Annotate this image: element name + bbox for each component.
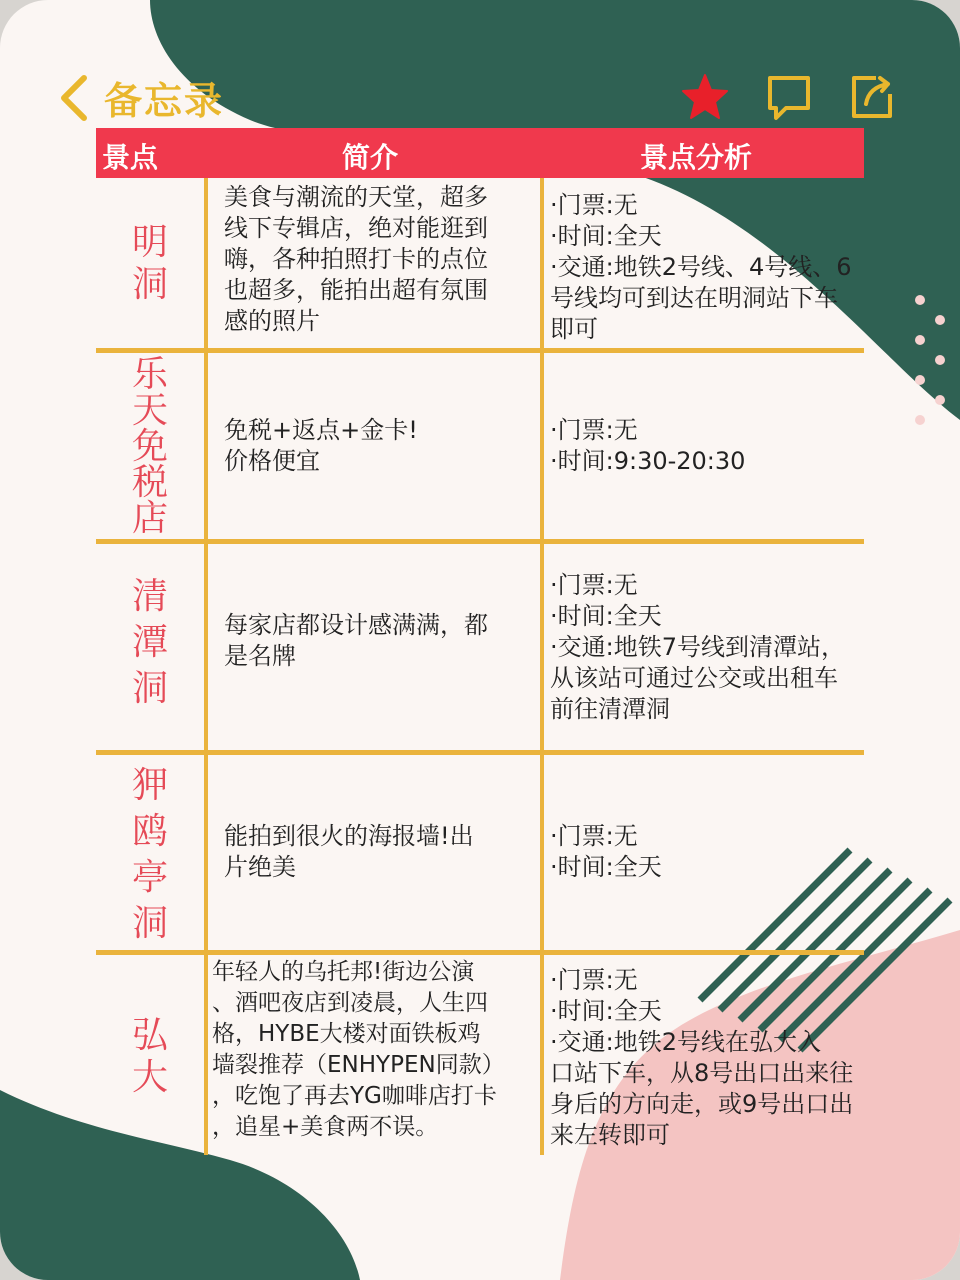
spot-intro: 美食与潮流的天堂，超多 线下专辑店，绝对能逛到 嗨，各种拍照打卡的点位 也超多，能拍出超有氛围 感的照片	[224, 183, 488, 335]
back-arrow-icon[interactable]	[56, 74, 90, 122]
column-divider	[540, 955, 544, 1155]
spot-intro: 每家店都设计感满满，都 是名牌	[224, 611, 488, 670]
header-spot: 景点	[102, 141, 159, 174]
table-row	[96, 353, 864, 544]
column-divider	[204, 178, 208, 348]
spot-intro: 年轻人的乌托邦!街边公演 、酒吧夜店到凌晨，人生四 格，HYBE大楼对面铁板鸡 墙裂推荐（ENHYPEN同款） ，吃饱了再去YG咖啡店打卡 ，追星+美食两不误。	[212, 959, 505, 1140]
column-divider	[204, 755, 208, 950]
nav-title[interactable]: 备忘录	[104, 79, 225, 123]
spot-analysis: ·门票:无 ·时间:全天 ·交通:地铁7号线到清潭站， 从该站可通过公交或出租车 前往清潭洞	[550, 571, 845, 723]
share-icon[interactable]	[846, 72, 896, 122]
spot-analysis: ·门票:无 ·时间:全天 ·交通:地铁2号线、4号线、6 号线均可到达在明洞站下车 即可	[550, 191, 852, 343]
star-icon[interactable]	[680, 72, 730, 122]
column-divider	[540, 544, 544, 750]
column-divider	[540, 178, 544, 348]
column-divider	[204, 353, 208, 539]
table-row	[96, 544, 864, 755]
column-divider	[204, 544, 208, 750]
header-analysis: 景点分析	[640, 141, 753, 174]
table-row	[96, 178, 864, 353]
spot-intro: 免税+返点+金卡! 价格便宜	[224, 416, 418, 475]
spot-analysis: ·门票:无 ·时间:全天	[550, 822, 662, 881]
spot-analysis: ·门票:无 ·时间:9:30-20:30	[550, 416, 746, 475]
column-divider	[204, 955, 208, 1155]
column-divider	[540, 755, 544, 950]
spot-name: 清 潭 洞	[131, 576, 168, 709]
spot-intro: 能拍到很火的海报墙!出 片绝美	[224, 822, 474, 881]
table-row	[96, 955, 864, 1155]
spot-name: 乐 天 免 税 店	[131, 354, 168, 539]
attractions-table	[96, 128, 864, 1155]
table-header	[96, 128, 864, 178]
column-divider	[540, 353, 544, 539]
spot-name: 狎 鸥 亭 洞	[131, 765, 168, 944]
table-row	[96, 755, 864, 955]
comment-icon[interactable]	[764, 72, 814, 122]
spot-name: 弘 大	[131, 1015, 168, 1098]
spot-name: 明 洞	[131, 222, 168, 305]
spot-analysis: ·门票:无 ·时间:全天 ·交通:地铁2号线在弘大入 口站下车，从8号出口出来往 身后的方向走，或9号出口出 来左转即可	[550, 966, 854, 1149]
header-intro: 简介	[342, 141, 399, 174]
